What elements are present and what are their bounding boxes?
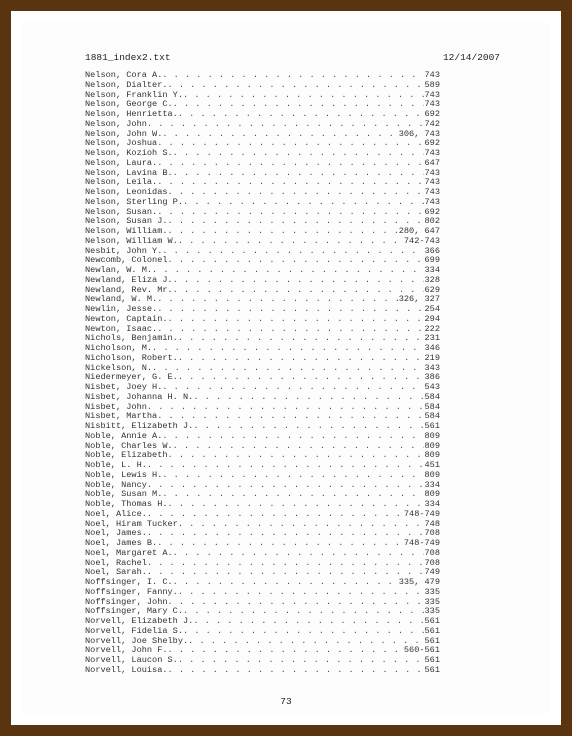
entry-page-ref: 561	[424, 665, 440, 675]
index-entry	[85, 247, 440, 257]
dot-leader	[157, 305, 423, 315]
index-entry	[85, 549, 440, 559]
entry-name: Noel, James B.	[85, 539, 158, 548]
entry-page-ref: 584	[424, 392, 440, 402]
page-footer	[22, 696, 550, 707]
entry-name: Noffsinger, Mary C.	[85, 607, 183, 617]
dot-leader	[147, 403, 424, 413]
entry-page-ref: 335	[424, 587, 440, 597]
entry-page-ref: 306, 743	[398, 129, 440, 139]
index-entry	[85, 607, 440, 617]
index-entry	[85, 237, 440, 247]
entry-name: Noel, Margaret A.	[85, 548, 173, 558]
entry-name: Nelson, Dialter.	[85, 80, 168, 90]
index-entry	[85, 637, 440, 647]
entry-page-ref: 743	[424, 90, 440, 100]
index-entry	[85, 120, 440, 130]
index-entry	[85, 169, 440, 179]
index-entry	[85, 598, 440, 608]
entry-page-ref: 699	[424, 256, 440, 266]
entry-name: Noble, Lewis H.	[85, 470, 163, 480]
dot-leader	[168, 315, 424, 325]
index-entry	[85, 71, 440, 81]
header-date: 12/14/2007	[442, 52, 500, 63]
entry-name: Noel, Hiram Tucker	[85, 519, 178, 529]
index-entry	[85, 578, 440, 588]
entry-page-ref: 692	[424, 110, 440, 119]
entry-name: Newland, W. M.	[85, 295, 158, 305]
dot-leader	[173, 149, 424, 159]
entry-name: Noble, Annie A.	[85, 431, 163, 441]
dot-leader	[168, 666, 424, 676]
entry-name: Noel, Alice.	[85, 509, 147, 519]
entry-page-ref: 743	[424, 178, 440, 188]
dot-leader	[157, 412, 423, 422]
entry-name: Noble, Elizabeth	[85, 451, 168, 461]
dot-leader	[193, 617, 423, 627]
entry-name: Nisbet, Martha	[85, 412, 158, 422]
dot-leader	[168, 188, 424, 198]
index-entry	[85, 666, 440, 676]
dot-leader	[162, 71, 423, 81]
entry-page-ref: 748-749	[403, 539, 440, 548]
index-entry	[85, 315, 440, 325]
entry-page-ref: 334	[424, 500, 440, 509]
index-entry	[85, 500, 440, 510]
index-entry	[85, 305, 440, 315]
entry-name: Newlin, Jesse.	[85, 305, 158, 314]
entry-name: Noel, Rachel	[85, 558, 147, 568]
entry-page-ref: 326, 327	[398, 295, 440, 305]
entry-page-ref: 335	[424, 597, 440, 607]
index-entry	[85, 354, 440, 364]
dot-leader	[152, 266, 423, 276]
index-entries-list	[85, 71, 440, 676]
entry-name: Nelson, Susan J.	[85, 217, 168, 227]
dot-leader	[178, 237, 403, 247]
index-entry	[85, 364, 440, 374]
entry-page-ref: 335	[424, 607, 440, 617]
dot-leader	[162, 247, 423, 257]
index-entry	[85, 422, 440, 432]
index-entry	[85, 276, 440, 286]
dot-leader	[157, 139, 423, 149]
entry-name: Nelson, Kozioh S.	[85, 149, 173, 158]
page-number: 73	[280, 696, 292, 707]
index-entry	[85, 100, 440, 110]
entry-name: Norvell, Laucon S.	[85, 656, 178, 665]
dot-leader	[168, 227, 398, 237]
entry-name: Norvell, Fidelia S.	[85, 626, 183, 636]
index-entry	[85, 646, 440, 656]
entry-name: Newlan, W. M.	[85, 266, 153, 275]
dot-leader	[147, 529, 424, 539]
entry-page-ref: 743	[424, 197, 440, 207]
index-entry	[85, 295, 440, 305]
index-entry	[85, 81, 440, 91]
index-entry	[85, 227, 440, 237]
entry-name: Nichols, Benjamin.	[85, 334, 178, 344]
entry-name: Nicholson, M.	[85, 344, 153, 353]
dot-leader	[183, 627, 424, 637]
entry-name: Nickelson, N.	[85, 363, 153, 373]
index-entry	[85, 432, 440, 442]
dot-leader	[168, 81, 424, 91]
dot-leader	[168, 500, 424, 510]
entry-name: Newland, Eliza J.	[85, 275, 173, 285]
dot-leader	[157, 208, 423, 218]
entry-name: Noffsinger, Fanny.	[85, 587, 178, 597]
dot-leader	[147, 559, 424, 569]
header-filename: 1881_index2.txt	[85, 52, 171, 63]
index-entry	[85, 178, 440, 188]
index-entry	[85, 149, 440, 159]
entry-name: Nisbet, Johanna H. N.	[85, 392, 194, 402]
entry-name: Newton, Captain.	[85, 314, 168, 324]
dot-leader	[162, 383, 423, 393]
entry-page-ref: 742-743	[403, 236, 440, 246]
entry-page-ref: 219	[424, 353, 440, 363]
entry-page-ref: 386	[424, 373, 440, 383]
entry-page-ref: 451	[424, 461, 440, 470]
entry-name: Nelson, Laura.	[85, 158, 158, 168]
dot-leader	[152, 344, 423, 354]
dot-leader	[173, 276, 424, 286]
entry-page-ref: 748-749	[403, 509, 440, 519]
dot-leader	[188, 637, 423, 647]
index-entry	[85, 490, 440, 500]
index-entry	[85, 383, 440, 393]
index-entry	[85, 325, 440, 335]
entry-page-ref: 629	[424, 285, 440, 295]
index-entry	[85, 286, 440, 296]
index-entry	[85, 559, 440, 569]
index-entry	[85, 471, 440, 481]
entry-name: Nisbitt, Elizabeth J.	[85, 422, 194, 431]
dot-leader	[173, 549, 424, 559]
dot-leader	[178, 354, 424, 364]
dot-leader	[147, 481, 424, 491]
dot-leader	[183, 198, 424, 208]
index-entry	[85, 334, 440, 344]
dot-leader	[157, 539, 403, 549]
entry-page-ref: 742	[424, 119, 440, 129]
dot-leader	[157, 325, 423, 335]
dot-leader	[173, 286, 424, 296]
entry-page-ref: 254	[424, 305, 440, 314]
entry-name: Nelson, Joshua	[85, 139, 158, 149]
entry-name: Nelson, Cora A.	[85, 71, 163, 80]
index-entry	[85, 568, 440, 578]
entry-name: Nelson, Henrietta.	[85, 110, 178, 119]
entry-page-ref: 584	[424, 402, 440, 412]
index-entry	[85, 588, 440, 598]
entry-page-ref: 334	[424, 266, 440, 275]
index-entry	[85, 617, 440, 627]
dot-leader	[147, 461, 424, 471]
entry-name: Noel, James.	[85, 529, 147, 539]
dot-leader	[147, 568, 424, 578]
dot-leader	[193, 393, 423, 403]
dot-leader	[173, 578, 398, 588]
entry-name: Newland, Rev. Mr.	[85, 285, 173, 295]
index-entry	[85, 627, 440, 637]
entry-name: Noel, Sarah.	[85, 568, 147, 578]
entry-page-ref: 560-561	[403, 646, 440, 656]
entry-name: Nelson, Lavina B.	[85, 168, 173, 178]
entry-name: Nicholson, Robert.	[85, 353, 178, 363]
entry-page-ref: 743	[424, 149, 440, 158]
dot-leader	[168, 598, 424, 608]
index-entry	[85, 159, 440, 169]
index-entry	[85, 217, 440, 227]
dot-leader	[147, 120, 424, 130]
entry-name: Newcomb, Colonel	[85, 256, 168, 266]
entry-name: Nelson, Leonidas	[85, 188, 168, 197]
entry-page-ref: 343	[424, 363, 440, 373]
entry-page-ref: 647	[424, 158, 440, 168]
index-entry	[85, 451, 440, 461]
entry-page-ref: 809	[424, 470, 440, 480]
dot-leader	[178, 334, 424, 344]
entry-name: Nisbet, John	[85, 402, 147, 412]
index-entry	[85, 188, 440, 198]
entry-page-ref: 335, 479	[398, 578, 440, 587]
entry-page-ref: 809	[424, 451, 440, 461]
entry-page-ref: 561	[424, 422, 440, 431]
dot-leader	[178, 520, 424, 530]
entry-name: Norvell, Elizabeth J.	[85, 617, 194, 626]
entry-page-ref: 708	[424, 548, 440, 558]
entry-page-ref: 584	[424, 412, 440, 422]
entry-name: Noble, Susan M.	[85, 490, 163, 500]
entry-name: Noffsinger, John	[85, 597, 168, 607]
entry-page-ref: 692	[424, 139, 440, 149]
entry-page-ref: 543	[424, 383, 440, 392]
index-entry	[85, 266, 440, 276]
index-entry	[85, 481, 440, 491]
dot-leader	[162, 471, 423, 481]
entry-page-ref: 809	[424, 441, 440, 451]
entry-name: Norvell, Joe Shelby.	[85, 636, 189, 646]
entry-page-ref: 749	[424, 568, 440, 578]
index-entry	[85, 373, 440, 383]
entry-page-ref: 743	[424, 188, 440, 197]
entry-name: Noble, Nancy	[85, 480, 147, 490]
page-header	[85, 52, 500, 63]
entry-page-ref: 743	[424, 100, 440, 110]
entry-name: Nelson, George C.	[85, 100, 173, 110]
dot-leader	[157, 295, 398, 305]
dot-leader	[178, 373, 424, 383]
entry-name: Noble, Thomas H.	[85, 500, 168, 509]
entry-page-ref: 743	[424, 168, 440, 178]
entry-page-ref: 222	[424, 324, 440, 334]
entry-name: Nelson, John	[85, 119, 147, 129]
index-entry	[85, 139, 440, 149]
index-entry	[85, 256, 440, 266]
dot-leader	[162, 130, 397, 140]
index-entry	[85, 529, 440, 539]
index-entry	[85, 208, 440, 218]
dot-leader	[157, 159, 423, 169]
dot-leader	[168, 646, 403, 656]
dot-leader	[168, 451, 424, 461]
entry-page-ref: 346	[424, 344, 440, 353]
entry-page-ref: 708	[424, 558, 440, 568]
dot-leader	[173, 442, 424, 452]
index-entry	[85, 91, 440, 101]
entry-page-ref: 809	[424, 490, 440, 500]
entry-name: Nelson, Franklin Y.	[85, 90, 183, 100]
dot-leader	[178, 110, 424, 120]
entry-name: Noble, L. H.	[85, 461, 147, 470]
entry-page-ref: 328	[424, 275, 440, 285]
entry-name: Norvell, Louisa.	[85, 665, 168, 675]
entry-page-ref: 743	[424, 71, 440, 80]
entry-page-ref: 561	[424, 636, 440, 646]
dot-leader	[173, 100, 424, 110]
entry-page-ref: 561	[424, 626, 440, 636]
entry-page-ref: 280, 647	[398, 227, 440, 236]
dot-leader	[183, 91, 424, 101]
dot-leader	[168, 217, 424, 227]
dot-leader	[162, 490, 423, 500]
index-entry	[85, 412, 440, 422]
entry-page-ref: 231	[424, 334, 440, 344]
entry-page-ref: 809	[424, 431, 440, 441]
entry-page-ref: 561	[424, 617, 440, 626]
entry-name: Nelson, John W.	[85, 129, 163, 139]
entry-name: Newton, Isaac.	[85, 324, 158, 334]
entry-page-ref: 692	[424, 207, 440, 217]
entry-name: Norvell, John F.	[85, 646, 168, 656]
dot-leader	[147, 510, 403, 520]
index-entry	[85, 344, 440, 354]
entry-page-ref: 294	[424, 314, 440, 324]
entry-name: Nelson, Susan.	[85, 207, 158, 217]
dot-leader	[193, 422, 423, 432]
index-entry	[85, 461, 440, 471]
entry-name: Nelson, Sterling P.	[85, 197, 183, 207]
entry-name: Nisbet, Joey H.	[85, 383, 163, 392]
index-entry	[85, 130, 440, 140]
dot-leader	[157, 178, 423, 188]
entry-page-ref: 748	[424, 519, 440, 529]
index-entry	[85, 198, 440, 208]
dot-leader	[162, 432, 423, 442]
index-entry	[85, 510, 440, 520]
entry-name: Nelson, Leila.	[85, 178, 158, 188]
entry-page-ref: 802	[424, 217, 440, 227]
dot-leader	[178, 588, 424, 598]
dot-leader	[152, 364, 423, 374]
entry-page-ref: 561	[424, 656, 440, 665]
dot-leader	[168, 256, 424, 266]
index-entry	[85, 656, 440, 666]
entry-name: Nelson, William W.	[85, 236, 178, 246]
index-entry	[85, 393, 440, 403]
entry-name: Nesbit, John Y.	[85, 246, 163, 256]
index-entry	[85, 403, 440, 413]
index-entry	[85, 520, 440, 530]
entry-name: Niedermeyer, G. E.	[85, 373, 178, 383]
dot-leader	[183, 607, 424, 617]
entry-page-ref: 708	[424, 529, 440, 539]
entry-name: Noffsinger, I. C.	[85, 578, 173, 587]
index-entry	[85, 110, 440, 120]
entry-page-ref: 366	[424, 246, 440, 256]
index-entry	[85, 442, 440, 452]
entry-page-ref: 334	[424, 480, 440, 490]
entry-page-ref: 589	[424, 80, 440, 90]
dot-leader	[178, 656, 424, 666]
index-entry	[85, 539, 440, 549]
entry-name: Nelson, William.	[85, 227, 168, 236]
entry-name: Noble, Charles W.	[85, 441, 173, 451]
dot-leader	[173, 169, 424, 179]
document-page	[22, 22, 550, 714]
